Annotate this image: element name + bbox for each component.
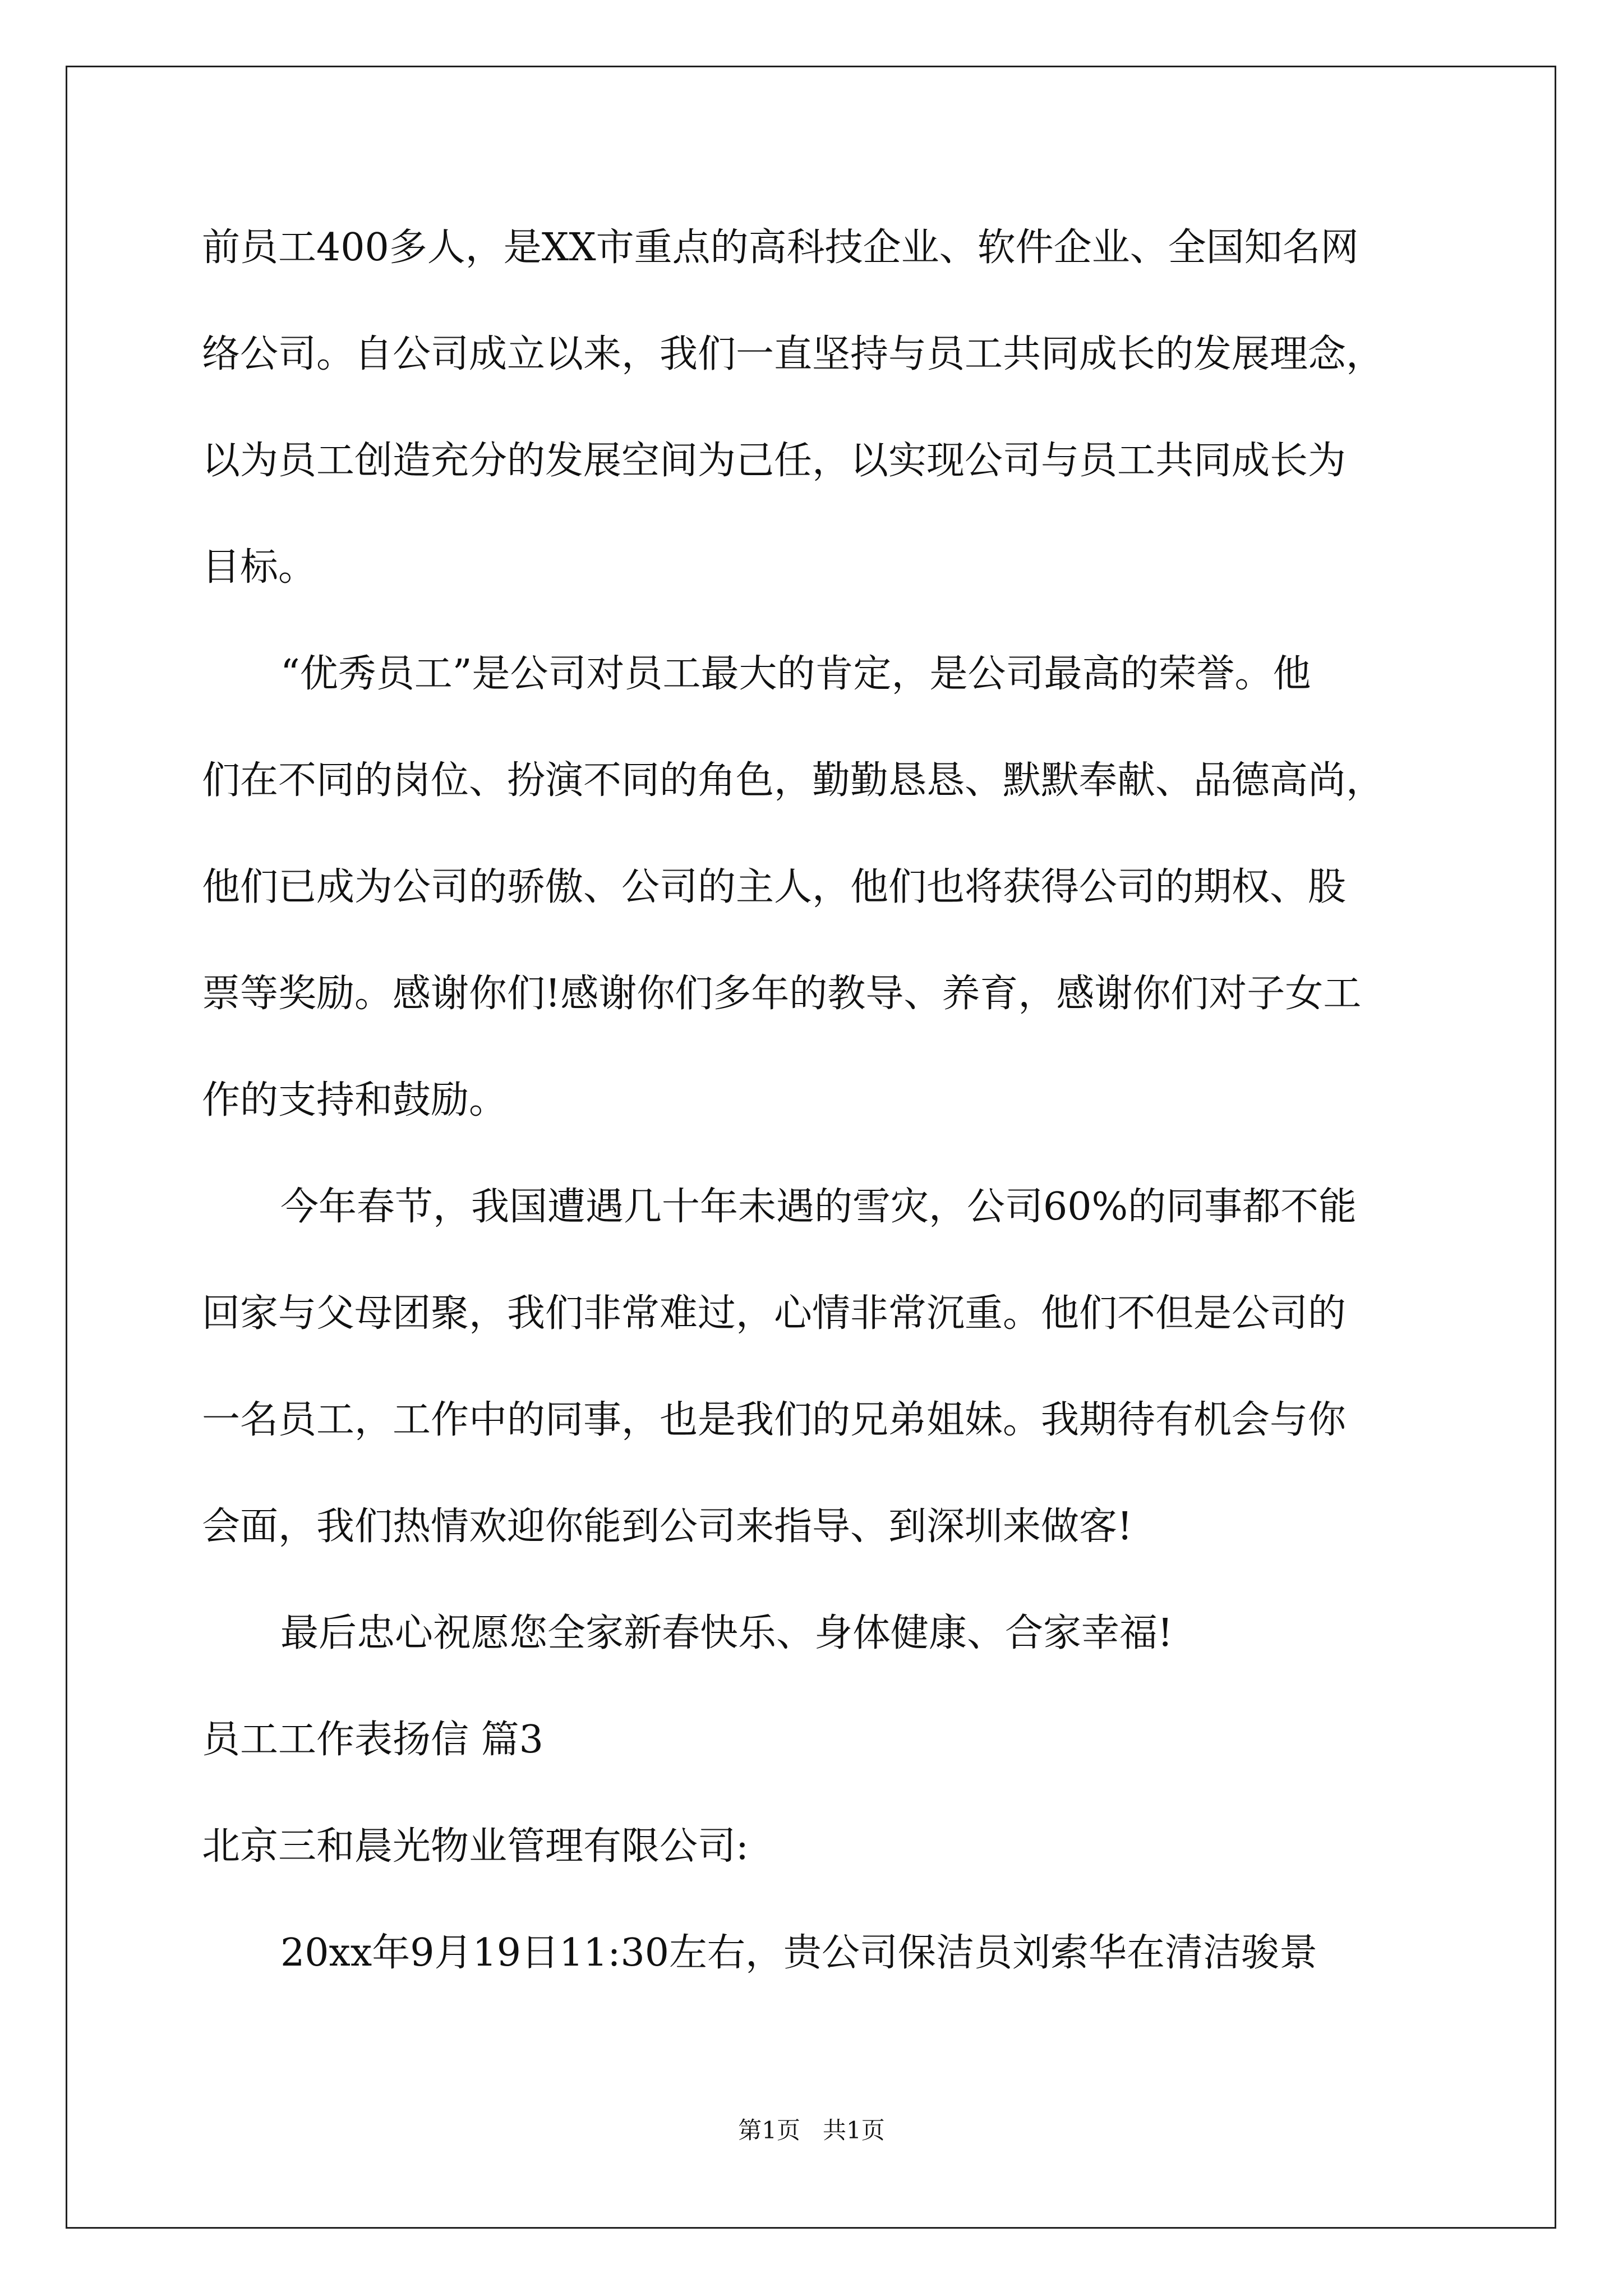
page-border: [66, 66, 1556, 2229]
text-line: 作的支持和鼓励。: [202, 1078, 508, 1122]
text-line: 票等奖励。感谢你们!感谢你们多年的教导、养育，感谢你们对子女工: [202, 972, 1362, 1016]
text-line: 们在不同的岗位、扮演不同的角色，勤勤恳恳、默默奉献、品德高尚，: [202, 758, 1385, 803]
section-heading: 员工工作表扬信 篇3: [202, 1718, 543, 1762]
page-footer: 第1页 共1页: [738, 2116, 885, 2144]
text-line: 目标。: [202, 545, 317, 590]
text-line: 会面，我们热情欢迎你能到公司来指导、到深圳来做客!: [202, 1504, 1133, 1549]
text-line: 回家与父母团聚，我们非常难过，心情非常沉重。他们不但是公司的: [202, 1291, 1347, 1336]
text-line: 以为员工创造充分的发展空间为己任，以实现公司与员工共同成长为: [202, 439, 1347, 483]
paragraph-start-line: 20xx年9月19日11:30左右，贵公司保洁员刘索华在清洁骏景: [280, 1931, 1317, 1975]
paragraph-start-line: “优秀员工”是公司对员工最大的肯定，是公司最高的荣誉。他: [280, 652, 1311, 696]
paragraph-start-line: 最后忠心祝愿您全家新春快乐、身体健康、合家幸福!: [280, 1611, 1173, 1655]
text-line: 一名员工，工作中的同事，也是我们的兄弟姐妹。我期待有机会与你: [202, 1398, 1347, 1442]
paragraph-start-line: 今年春节，我国遭遇几十年未遇的雪灾，公司60%的同事都不能: [280, 1185, 1357, 1229]
text-line: 络公司。自公司成立以来，我们一直坚持与员工共同成长的发展理念，: [202, 332, 1385, 376]
letter-salutation: 北京三和晨光物业管理有限公司:: [202, 1824, 749, 1869]
text-line: 前员工400多人，是XX市重点的高科技企业、软件企业、全国知名网: [202, 226, 1359, 270]
text-line: 他们已成为公司的骄傲、公司的主人，他们也将获得公司的期权、股: [202, 865, 1347, 909]
